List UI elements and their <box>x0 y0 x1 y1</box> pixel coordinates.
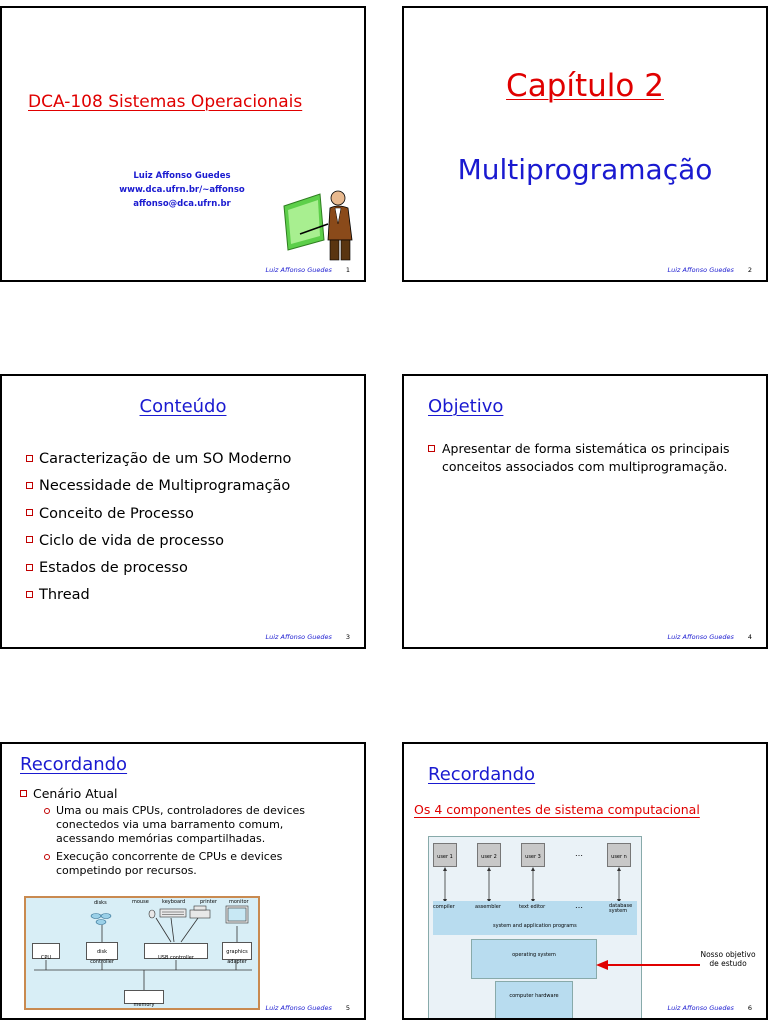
author-url: www.dca.ufrn.br/~affonso <box>119 185 245 195</box>
memory-box: memory <box>124 990 164 1004</box>
footer-author: Luiz Affonso Guedes <box>667 1004 734 1012</box>
page-number: 5 <box>345 1004 350 1012</box>
slide-5 <box>0 742 366 1020</box>
teacher-illustration <box>280 184 360 264</box>
list-item: Ciclo de vida de processo <box>26 528 291 555</box>
footer-author: Luiz Affonso Guedes <box>667 266 734 274</box>
slide-1 <box>0 6 366 282</box>
hardware-diagram <box>24 896 260 1010</box>
list-item: Conceito de Processo <box>26 501 291 528</box>
square-bullet-icon <box>26 536 33 543</box>
slide-title: Recordando <box>428 764 536 785</box>
main-bullet: Cenário Atual <box>20 786 118 801</box>
chapter-title: Capítulo 2 <box>506 68 664 104</box>
circle-bullet-icon <box>44 854 50 860</box>
users-ellipsis: … <box>575 849 583 858</box>
page-number: 2 <box>747 266 752 274</box>
slide-title: Conteúdo <box>139 396 227 417</box>
slide-footer <box>266 1004 351 1012</box>
square-bullet-icon <box>428 445 435 452</box>
content-list <box>26 446 291 610</box>
slide-footer <box>668 266 753 274</box>
keyboard-icon <box>160 909 186 917</box>
slide-4 <box>402 374 768 649</box>
page-number: 3 <box>345 633 350 641</box>
footer-author: Luiz Affonso Guedes <box>667 633 734 641</box>
user-box: user 2 <box>477 843 501 867</box>
slide-subtitle: Os 4 componentes de sistema computacional <box>414 802 700 817</box>
course-title: DCA-108 Sistemas Operacionais <box>28 92 303 112</box>
footer-author: Luiz Affonso Guedes <box>265 1004 332 1012</box>
square-bullet-icon <box>26 591 33 598</box>
monitor-icon <box>226 906 248 923</box>
user-box: user 3 <box>521 843 545 867</box>
app-compiler: compiler <box>433 904 455 910</box>
app-assembler: assembler <box>475 904 501 910</box>
square-bullet-icon <box>26 482 33 489</box>
square-bullet-icon <box>20 790 27 797</box>
usb-controller-box: USB controller <box>144 943 208 959</box>
author-email: affonso@dca.ufrn.br <box>133 199 231 209</box>
list-item: Necessidade de Multiprogramação <box>26 473 291 500</box>
square-bullet-icon <box>26 509 33 516</box>
slide-title: Recordando <box>20 754 128 775</box>
app-text-editor: text editor <box>519 904 546 910</box>
printer-icon <box>190 906 210 918</box>
app-ellipsis: … <box>575 901 583 910</box>
slide-2 <box>402 6 768 282</box>
slide-footer <box>668 1004 753 1012</box>
page-number: 1 <box>345 266 350 274</box>
red-arrow-icon <box>596 959 706 971</box>
slide-footer <box>668 633 753 641</box>
list-item: Thread <box>26 582 291 609</box>
monitor-label: monitor <box>229 899 249 905</box>
footer-author: Luiz Affonso Guedes <box>265 633 332 641</box>
list-item: Estados de processo <box>26 555 291 582</box>
study-note: Nosso objetivo de estudo <box>700 950 756 968</box>
components-diagram <box>428 836 642 1020</box>
layer-system-programs: system and application programs <box>493 923 577 929</box>
square-bullet-icon <box>26 455 33 462</box>
disks-icon <box>91 914 111 925</box>
list-item: Uma ou mais CPUs, controladores de devices conectedos via uma barramento comum, acessando memórias compartilhadas. <box>44 804 334 846</box>
list-item: Caracterização de um SO Moderno <box>26 446 291 473</box>
chapter-subtitle: Multiprogramação <box>457 153 713 186</box>
slide-title: Objetivo <box>428 396 504 417</box>
user-box: user 1 <box>433 843 457 867</box>
page-number: 6 <box>747 1004 752 1012</box>
os-layer: operating system <box>471 939 597 979</box>
slide-footer <box>266 266 351 274</box>
objective-item <box>428 440 738 476</box>
square-bullet-icon <box>26 564 33 571</box>
author-name: Luiz Affonso Guedes <box>133 171 231 181</box>
cpu-box: CPU <box>32 943 60 959</box>
list-item: Execução concorrente de CPUs e devices competindo por recursos. <box>44 850 334 878</box>
objective-text: Apresentar de forma sistemática os principais conceitos associados com multiprogramação. <box>442 441 730 474</box>
slide-6 <box>402 742 768 1020</box>
user-box: user n <box>607 843 631 867</box>
printer-label: printer <box>200 899 217 905</box>
circle-bullet-icon <box>44 808 50 814</box>
slide-footer <box>266 633 351 641</box>
disks-label: disks <box>94 900 107 906</box>
keyboard-label: keyboard <box>162 899 186 905</box>
disk-controller-box: disk controller <box>86 942 118 960</box>
slide-3 <box>0 374 366 649</box>
graphics-adapter-box: graphics adapter <box>222 942 252 960</box>
author-info <box>102 169 262 211</box>
mouse-icon <box>149 910 155 918</box>
mouse-label: mouse <box>132 899 149 905</box>
page-number: 4 <box>747 633 752 641</box>
hardware-layer: computer hardware <box>495 981 573 1020</box>
app-database: database system <box>609 903 633 914</box>
sub-list <box>44 804 334 878</box>
footer-author: Luiz Affonso Guedes <box>265 266 332 274</box>
